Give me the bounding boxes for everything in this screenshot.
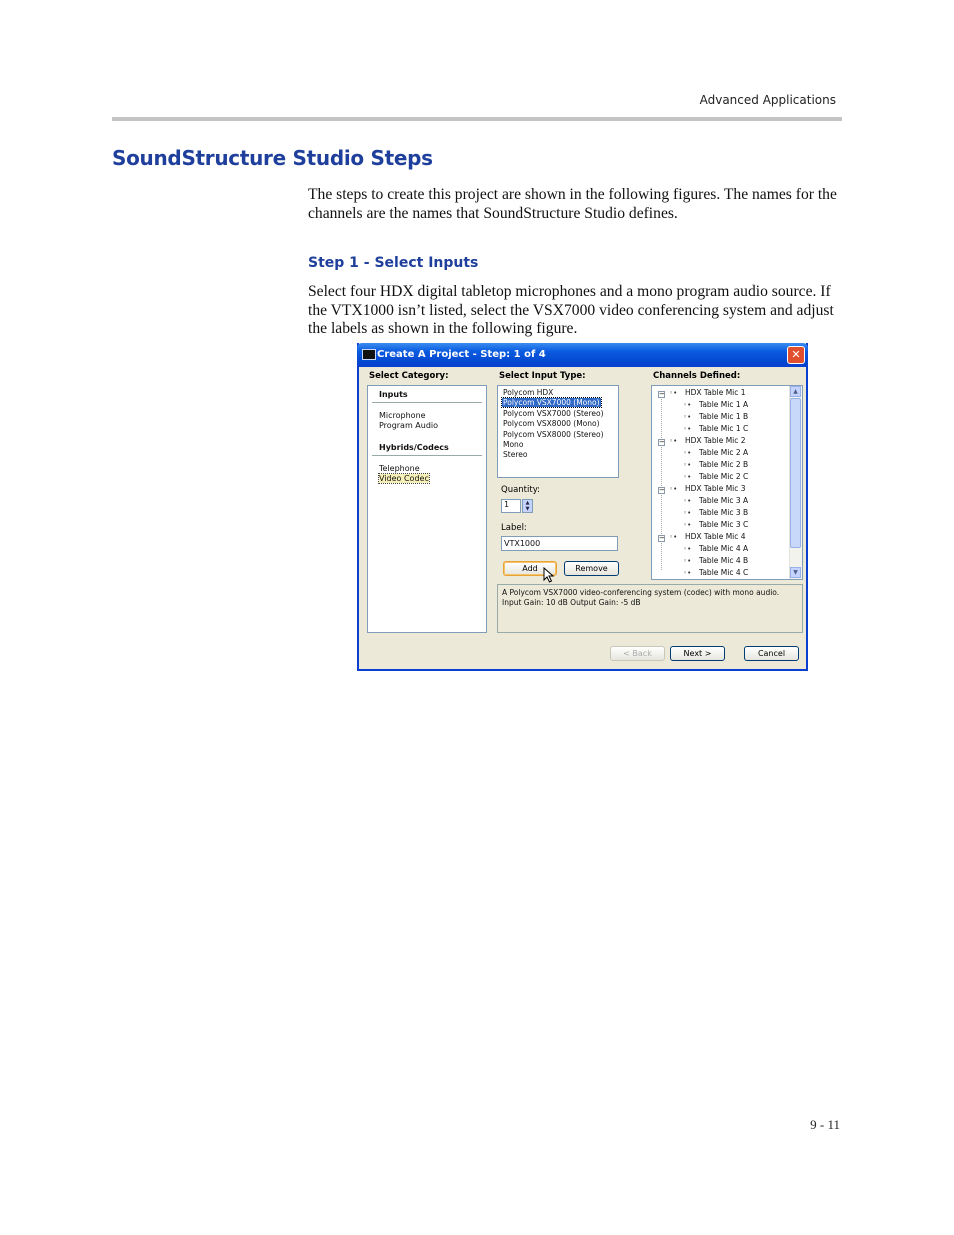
channel-icon: ◦• — [669, 437, 678, 445]
mic-icon: ◦• — [683, 461, 692, 469]
scroll-up-icon[interactable]: ▲ — [790, 386, 801, 397]
input-type-item[interactable]: Polycom VSX8000 (Stereo) — [503, 430, 604, 439]
mic-icon: ◦• — [683, 545, 692, 553]
collapse-icon[interactable]: − — [659, 390, 665, 398]
quantity-spinner[interactable]: ▲ ▼ — [522, 499, 533, 513]
collapse-icon[interactable]: − — [659, 438, 665, 446]
quantity-label: Quantity: — [501, 485, 540, 495]
tree-item-label[interactable]: Table Mic 2 A — [699, 448, 749, 457]
mouse-cursor-icon — [543, 567, 555, 583]
dialog-title: Create A Project - Step: 1 of 4 — [377, 349, 546, 360]
input-type-item[interactable]: Mono — [503, 440, 524, 449]
tree-item-label[interactable]: Table Mic 4 B — [699, 556, 749, 565]
channels-label: Channels Defined: — [653, 371, 741, 381]
tree-group-label[interactable]: HDX Table Mic 4 — [685, 532, 746, 541]
hybrids-header: Hybrids/Codecs — [379, 443, 449, 452]
intro-paragraph: The steps to create this project are shown in the following figures. The names for the channels are the names that SoundStructure Studio defines. — [308, 186, 837, 222]
mic-icon: ◦• — [683, 473, 692, 481]
channels-tree[interactable] — [651, 385, 803, 580]
mic-icon: ◦• — [683, 509, 692, 517]
mic-icon: ◦• — [683, 557, 692, 565]
channel-icon: ◦• — [669, 533, 678, 541]
divider — [372, 455, 482, 456]
collapse-icon[interactable]: − — [659, 534, 665, 542]
scroll-down-icon[interactable]: ▼ — [790, 567, 801, 578]
tree-item-label[interactable]: Table Mic 2 B — [699, 460, 749, 469]
tree-item-label[interactable]: Table Mic 3 B — [699, 508, 749, 517]
category-list[interactable] — [367, 385, 487, 633]
channel-icon: ◦• — [669, 389, 678, 397]
tree-item-label[interactable]: Table Mic 1 B — [699, 412, 749, 421]
step-title: Step 1 - Select Inputs — [308, 255, 479, 271]
tree-item-label[interactable]: Table Mic 1 A — [699, 400, 749, 409]
quantity-input[interactable]: 1 — [501, 499, 521, 513]
description-line: Input Gain: 10 dB Output Gain: -5 dB — [502, 598, 641, 607]
dialog-titlebar[interactable] — [357, 343, 808, 367]
category-item-telephone[interactable]: Telephone — [379, 464, 420, 473]
tree-group-label[interactable]: HDX Table Mic 3 — [685, 484, 746, 493]
back-button[interactable]: < Back — [610, 646, 665, 661]
label-input[interactable]: VTX1000 — [501, 536, 618, 551]
tree-item-label[interactable]: Table Mic 4 A — [699, 544, 749, 553]
input-type-item[interactable]: Polycom HDX — [503, 388, 554, 397]
input-type-item[interactable]: Stereo — [503, 450, 528, 459]
create-project-dialog — [357, 343, 808, 671]
input-type-item-selected[interactable]: Polycom VSX7000 (Mono) — [503, 398, 600, 407]
mic-icon: ◦• — [683, 413, 692, 421]
next-button[interactable]: Next > — [670, 646, 725, 661]
tree-item-label[interactable]: Table Mic 1 C — [699, 424, 749, 433]
close-icon[interactable]: ✕ — [787, 346, 805, 364]
tree-item-label[interactable]: Table Mic 3 A — [699, 496, 749, 505]
mic-icon: ◦• — [683, 425, 692, 433]
tree-group-label[interactable]: HDX Table Mic 1 — [685, 388, 746, 397]
cancel-button[interactable]: Cancel — [744, 646, 799, 661]
inputs-header: Inputs — [379, 390, 408, 399]
add-button[interactable]: Add — [503, 561, 557, 576]
category-item-microphone[interactable]: Microphone — [379, 411, 426, 420]
input-type-label: Select Input Type: — [499, 371, 586, 381]
section-title: SoundStructure Studio Steps — [112, 146, 433, 170]
running-header: Advanced Applications — [699, 93, 836, 107]
mic-icon: ◦• — [683, 497, 692, 505]
divider — [372, 402, 482, 403]
remove-button[interactable]: Remove — [564, 561, 619, 576]
app-icon — [362, 349, 376, 360]
mic-icon: ◦• — [683, 521, 692, 529]
input-type-item[interactable]: Polycom VSX7000 (Stereo) — [503, 409, 604, 418]
input-type-item[interactable]: Polycom VSX8000 (Mono) — [503, 419, 600, 428]
channel-icon: ◦• — [669, 485, 678, 493]
tree-item-label[interactable]: Table Mic 2 C — [699, 472, 749, 481]
mic-icon: ◦• — [683, 449, 692, 457]
step-paragraph: Select four HDX digital tabletop microphones and a mono program audio source. If the VTX1000 isn’t listed, select the VSX7000 video conferencing system and adjust the labels as shown in the following figure. — [308, 283, 834, 338]
tree-group-label[interactable]: HDX Table Mic 2 — [685, 436, 746, 445]
header-rule — [112, 117, 842, 121]
category-item-program-audio[interactable]: Program Audio — [379, 421, 439, 430]
channels-scrollbar[interactable] — [789, 386, 802, 579]
description-box — [497, 584, 803, 633]
collapse-icon[interactable]: − — [659, 486, 665, 494]
tree-item-label[interactable]: Table Mic 3 C — [699, 520, 749, 529]
category-label: Select Category: — [369, 371, 449, 381]
input-type-list[interactable] — [497, 385, 619, 478]
page-number: 9 - 11 — [810, 1117, 840, 1132]
scroll-thumb[interactable] — [790, 398, 801, 548]
mic-icon: ◦• — [683, 569, 692, 577]
category-item-video-codec[interactable]: Video Codec — [379, 474, 429, 483]
mic-icon: ◦• — [683, 401, 692, 409]
label-label: Label: — [501, 523, 527, 533]
tree-line — [661, 395, 662, 570]
description-line: A Polycom VSX7000 video-conferencing system (codec) with mono audio. — [502, 588, 780, 597]
tree-item-label[interactable]: Table Mic 4 C — [699, 568, 749, 577]
